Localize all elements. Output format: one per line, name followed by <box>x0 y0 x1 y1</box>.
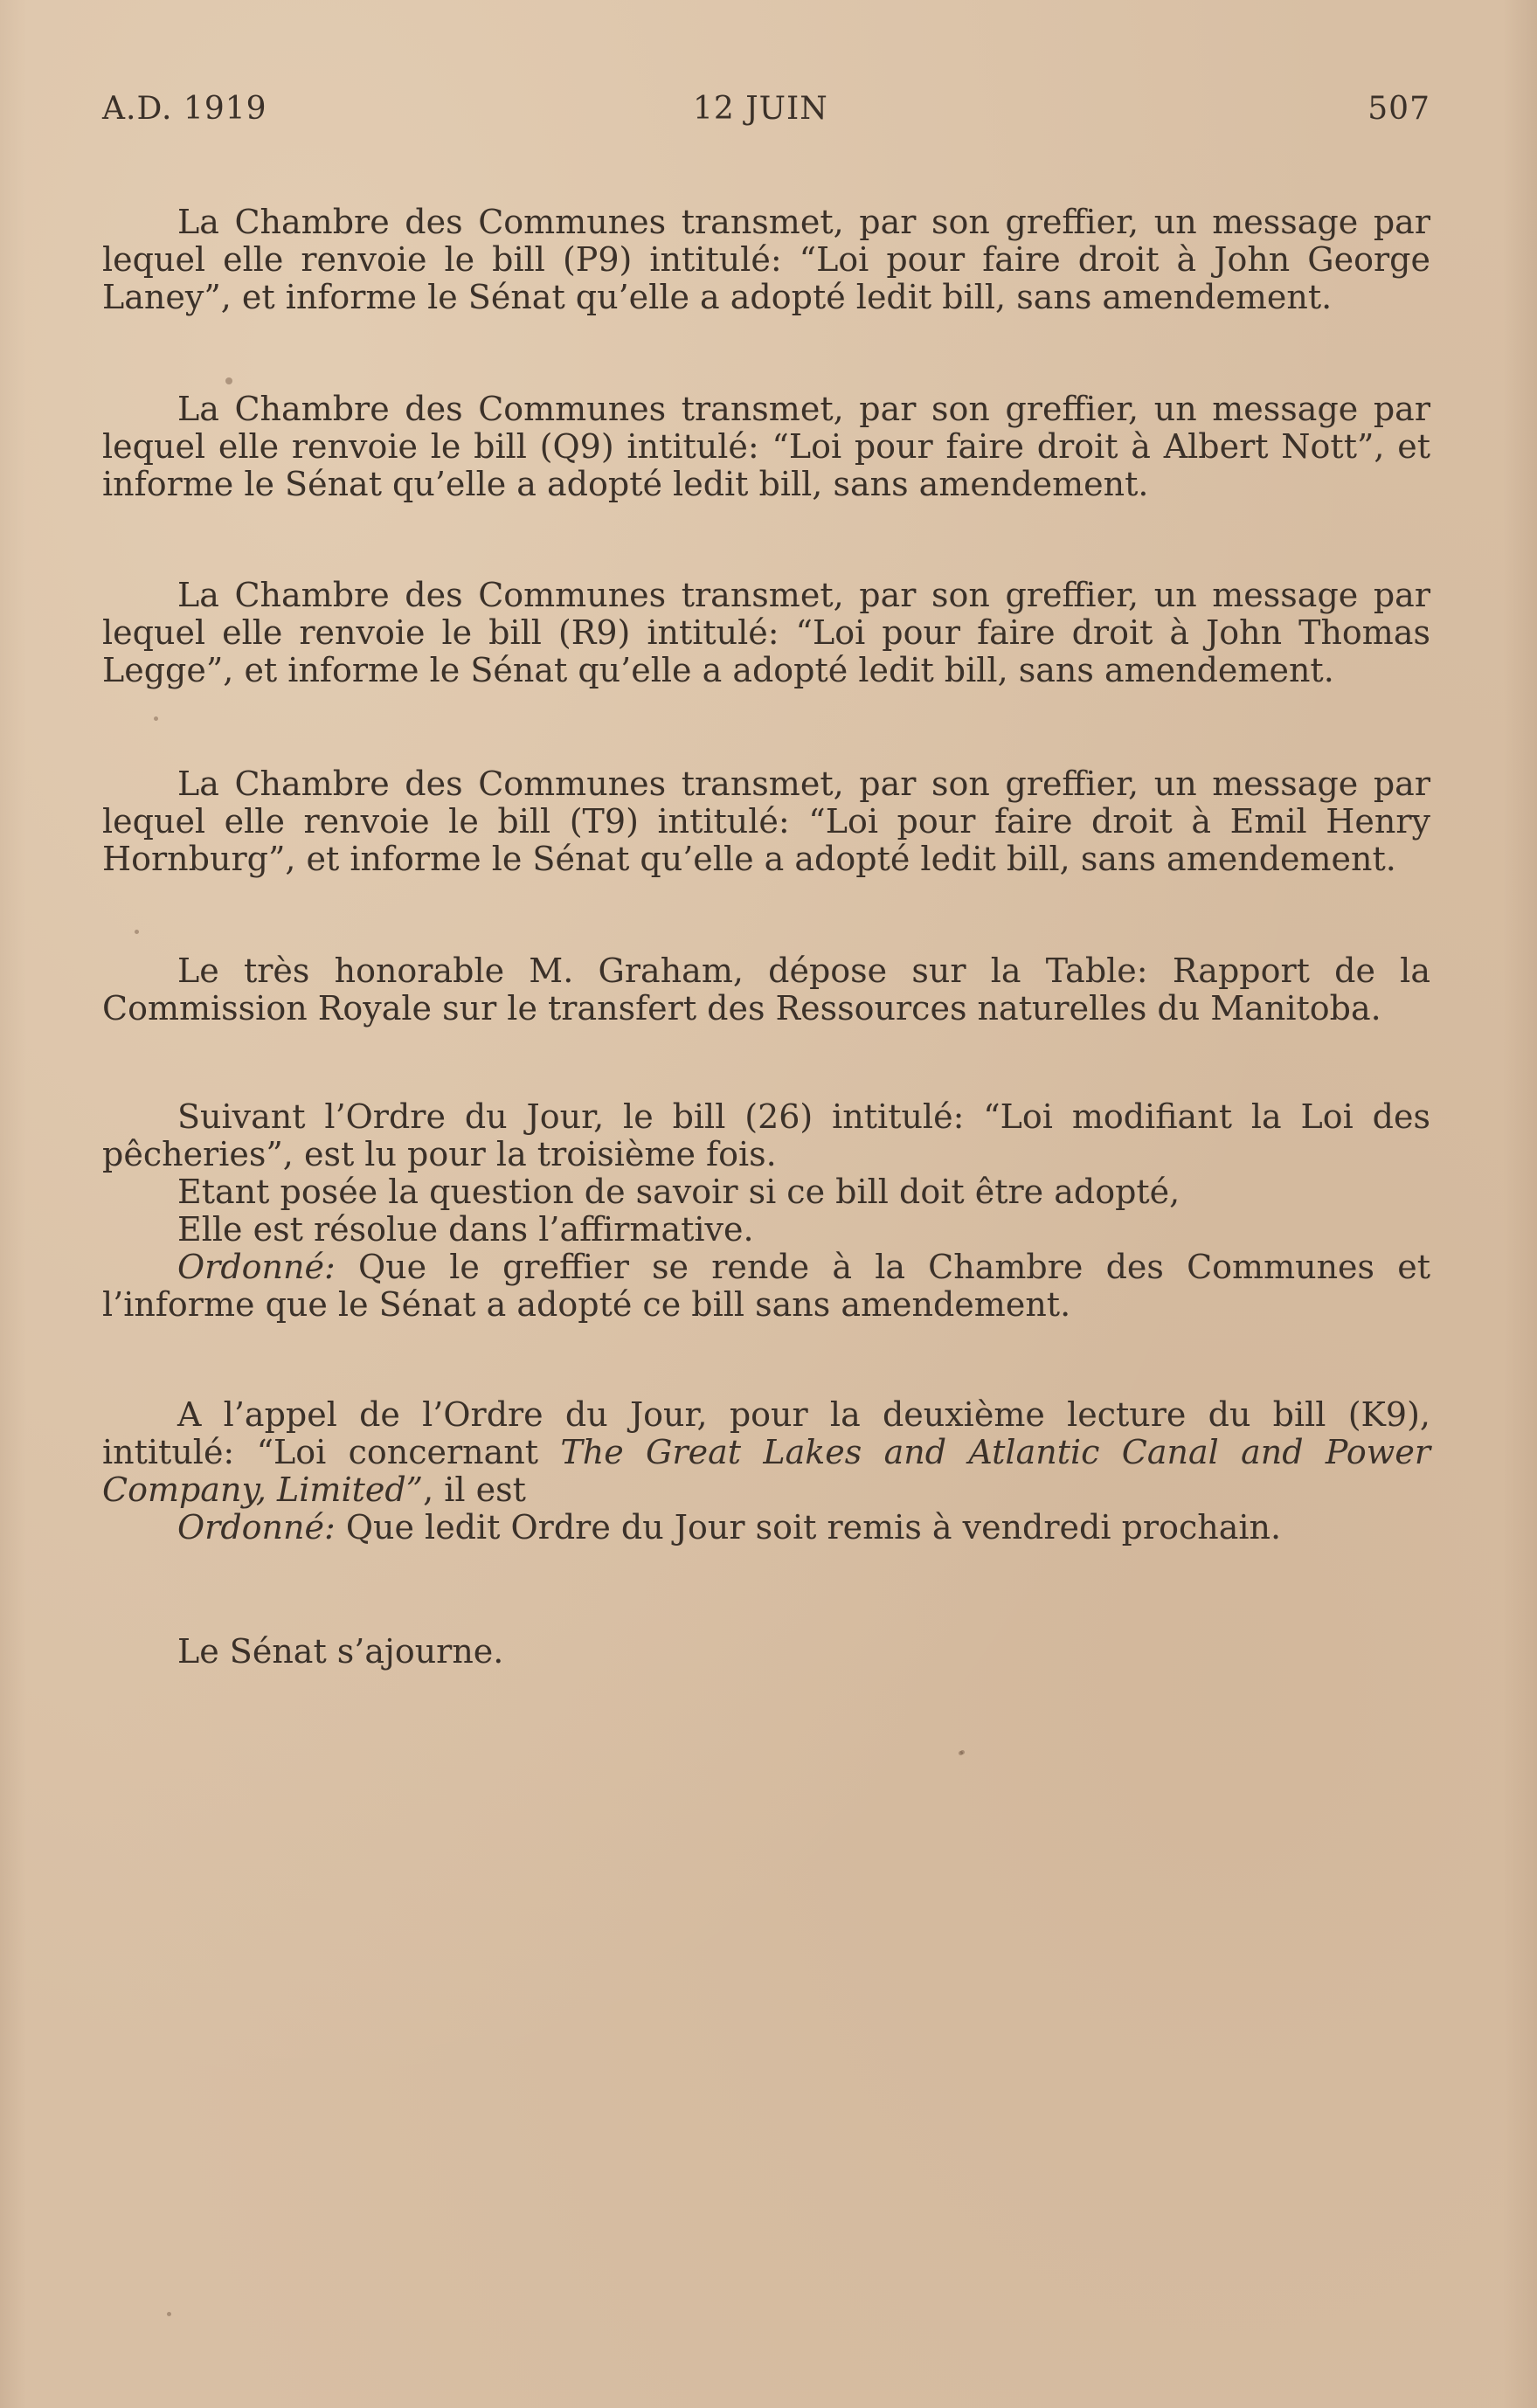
paragraph-text: La Chambre des Communes transmet, par son greffier, un message par lequel elle renvoie le bill (T9) intitulé: “Loi pour faire droit à Emil Henry Hornburg”, et informe le Sénat qu’elle a adopté ledit bill, sans amendement. <box>102 765 1430 878</box>
bill-k9-text-b: , il est <box>423 1470 526 1509</box>
paragraph-bill-q9 <box>102 391 1430 503</box>
paragraph-text: Le Sénat s’ajourne. <box>177 1632 504 1671</box>
paragraph-bill-r9 <box>102 577 1430 689</box>
paper-speck <box>960 1750 965 1754</box>
paper-speck <box>225 377 232 384</box>
paper-speck <box>135 930 139 934</box>
paragraph-adjourn <box>102 1633 1430 1671</box>
paper-speck <box>167 2312 171 2316</box>
paragraph-text: La Chambre des Communes transmet, par son greffier, un message par lequel elle renvoie le bill (Q9) intitulé: “Loi pour faire droit à Albert Nott”, et informe le Sénat qu’elle a adopté ledit bill, sans amendement. <box>102 390 1430 503</box>
page-number: 507 <box>1367 91 1430 127</box>
paragraph-bill-p9 <box>102 204 1430 316</box>
paragraph-text: La Chambre des Communes transmet, par son greffier, un message par lequel elle renvoie le bill (P9) intitulé: “Loi pour faire droit à John George Laney”, et informe le Sénat qu’elle a adopté ledit bill, sans amendement. <box>102 203 1430 316</box>
paragraph-text: La Chambre des Communes transmet, par son greffier, un message par lequel elle renvoie le bill (R9) intitulé: “Loi pour faire droit à John Thomas Legge”, et informe le Sénat qu’elle a adopté ledit bill, sans amendement. <box>102 576 1430 689</box>
paragraph-bill-k9 <box>102 1396 1430 1547</box>
paragraph-bill-t9 <box>102 765 1430 878</box>
order-text: Que le greffier se rende à la Chambre des Communes et l’informe que le Sénat a adopté ce bill sans amendement. <box>102 1248 1430 1324</box>
order-label: Ordonné: <box>177 1508 336 1547</box>
bill-k9-call <box>102 1396 1430 1509</box>
paper-speck <box>154 716 158 721</box>
bill-k9-order <box>102 1509 1430 1547</box>
header-date: A.D. 1919 <box>102 91 267 127</box>
order-label: Ordonné: <box>177 1248 336 1286</box>
bill-k9-company: The Great Lakes and Atlantic Canal and Power Company, Limited” <box>102 1433 1430 1509</box>
bill-26-resolution: Elle est résolue dans l’affirmative. <box>177 1210 754 1249</box>
order-text: Que ledit Ordre du Jour soit remis à vendredi prochain. <box>335 1508 1282 1547</box>
header-day: 12 JUIN <box>693 91 828 127</box>
page-header <box>102 91 1430 135</box>
bill-26-order <box>102 1249 1430 1324</box>
bill-26-question: Etant posée la question de savoir si ce bill doit être adopté, <box>177 1173 1180 1211</box>
paragraph-bill-26 <box>102 1098 1430 1324</box>
bill-26-reading: Suivant l’Ordre du Jour, le bill (26) intitulé: “Loi modifiant la Loi des pêcheries”, est lu pour la troisième fois. <box>102 1097 1430 1173</box>
bill-k9-text-a: A l’appel de l’Ordre du Jour, pour la deuxième lecture du bill (K9), intitulé: “Loi concernant <box>102 1395 1430 1471</box>
paragraph-graham-report <box>102 952 1430 1028</box>
paragraph-text: Le très honorable M. Graham, dépose sur la Table: Rapport de la Commission Royale sur le transfert des Ressources naturelles du Manitoba. <box>102 951 1430 1028</box>
